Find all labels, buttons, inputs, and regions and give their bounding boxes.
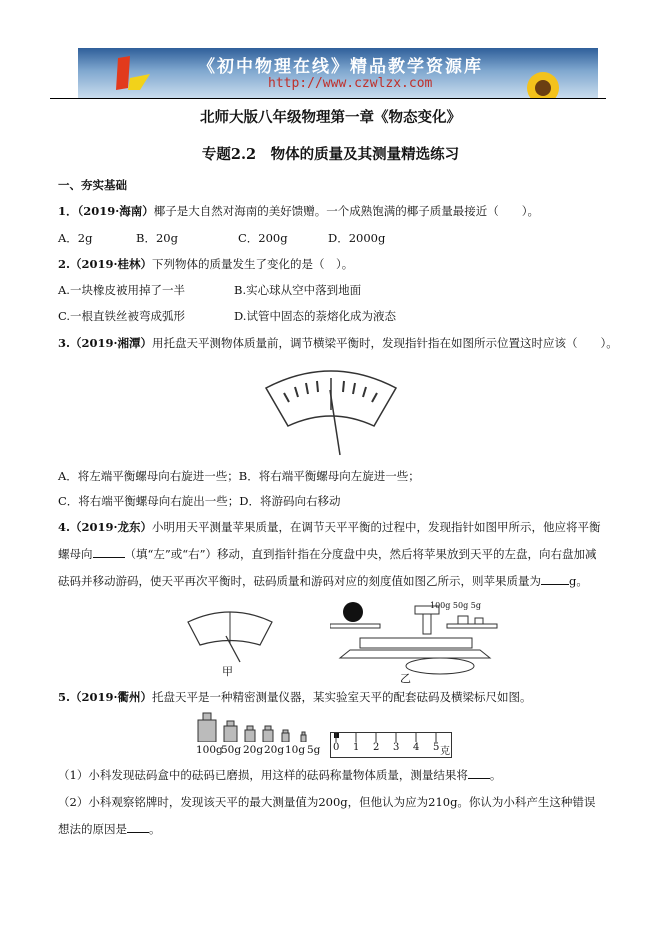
question-5: 5.（2019·衢州）托盘天平是一种精密测量仪器，某实验室天平的配套砝码及横梁标尺如图。	[58, 690, 532, 704]
question-1: 1．（2019·海南）椰子是大自然对海南的美好馈赠。一个成熟饱满的椰子质量最接近（ ）。	[58, 204, 540, 218]
figure-a-label: 甲	[222, 665, 233, 678]
q5-subquestion-2: （2）小科观察铭牌时，发现该天平的最大测量值为200g，但他认为应为210g。你认为小科产生这种错误	[58, 795, 596, 809]
q5-subquestion-2-line2: 想法的原因是 。	[58, 822, 161, 836]
document-subtitle: 专题2.2 物体的质量及其测量精选练习	[201, 146, 460, 163]
q3-options-ab: A．将左端平衡螺母向右旋进一些；B．将右端平衡螺母向左旋进一些；	[58, 469, 420, 483]
answer-blank[interactable]	[93, 546, 125, 558]
question-4: 4.（2019·龙东）小明用天平测量苹果质量，在调节天平平衡的过程中，发现指针如图甲所示，他应将平衡	[58, 520, 601, 534]
figure-b-balance	[330, 600, 500, 680]
question-4-line3: 砝码并移动游码，使天平再次平衡时，砝码质量和游码对应的刻度值如图乙所示，则苹果质量为 g。	[58, 574, 588, 588]
figure-a-dial	[180, 600, 290, 680]
beam-ruler: 0 1 2 3 4 5 克	[330, 732, 452, 758]
banner-url: http://www.czwlzx.com	[268, 76, 433, 91]
answer-blank[interactable]	[127, 821, 149, 833]
question-3: 3.（2019·湘潭）用托盘天平测物体质量前，调节横梁平衡时，发现指针指在如图所示位置这时应该（ ）。	[58, 336, 618, 350]
document-title: 北师大版八年级物理第一章《物态变化》	[200, 109, 461, 126]
q3-options-cd: C．将右端平衡螺母向右旋出一些；D．将游码向右移动	[58, 494, 341, 508]
header-banner	[78, 48, 598, 98]
document-page: 《初中物理在线》精品教学资源库 http://www.czwlzx.com 北师大版八年级物理第一章《物态变化》 专题2.2 物体的质量及其测量精选练习 一、夯实基础 1．（2019·海南）椰子是大自然对海南的美好馈赠。一个成熟饱满的椰子质量最接近（ ）。 A．2g B．20g C．200g D．2000g 2.（2019·桂林）下列物体的质量发生了变化的是（ ）。 A.一块橡皮被用掉了一半 B.实心球从空中落到地面 C.一根直铁丝被弯成弧形 D.试管中固态的萘熔化成为液态 3.（2019·湘潭）用托盘天平测物体质量前，调节横梁平衡时，发现指针指在如图所示位置这时应该（ ）。 A．将左端平衡螺母向右旋进一些；B．将右端平衡螺母向左旋进一些； C．将右端平衡螺母向右旋出一些；D．将游码向右移动 4.（2019·龙东）小明用天平测量苹果质量，在调节天平平衡的过程中，发现指针如图甲所示，他应将平衡 螺母向 （填“左”或“右”）移动，直到指针指在分度盘中央，然后将苹果放到天平的左盘，向右盘加减 砝码并移动游码，使天平再次平衡时，砝码质量和游码对应的刻度值如图乙所示，则苹果质量为 g。 甲 100g 50g 5g 乙 5.（2019·衢州）托盘天平是一种精密测量仪器，某实验室天平的配套砝码及横梁标尺如图。 100g 50g 20g 20g 10g 5g 0 1 2 3 4 5 克 （1）小科发现砝码盒中的砝码已磨损，用这样的砝码称量物体质量，测量结果将 。 （2）小科观察铭牌时，发现该天平的最大测量值为200g，但他认为应为210g。你认为小科产生这种错误 想法的原因是 。	[0, 0, 661, 935]
question-4-line2: 螺母向 （填“左”或“右”）移动，直到指针指在分度盘中央，然后将苹果放到天平的左盘，向右盘加减	[58, 547, 597, 561]
balance-dial-figure	[262, 360, 400, 458]
figure-b-label: 乙	[400, 672, 411, 685]
answer-blank[interactable]	[541, 573, 569, 585]
header-rule	[50, 98, 606, 99]
answer-blank[interactable]	[468, 767, 490, 779]
weights-set-figure	[196, 710, 326, 742]
banner-title: 《初中物理在线》精品教学资源库	[198, 57, 483, 77]
question-2: 2.（2019·桂林）下列物体的质量发生了变化的是（ ）。	[58, 257, 354, 271]
figure-b-weights-label: 100g 50g 5g	[430, 601, 481, 610]
section-heading: 一、夯实基础	[58, 178, 127, 192]
q5-subquestion-1: （1）小科发现砝码盒中的砝码已磨损，用这样的砝码称量物体质量，测量结果将 。	[58, 768, 502, 782]
